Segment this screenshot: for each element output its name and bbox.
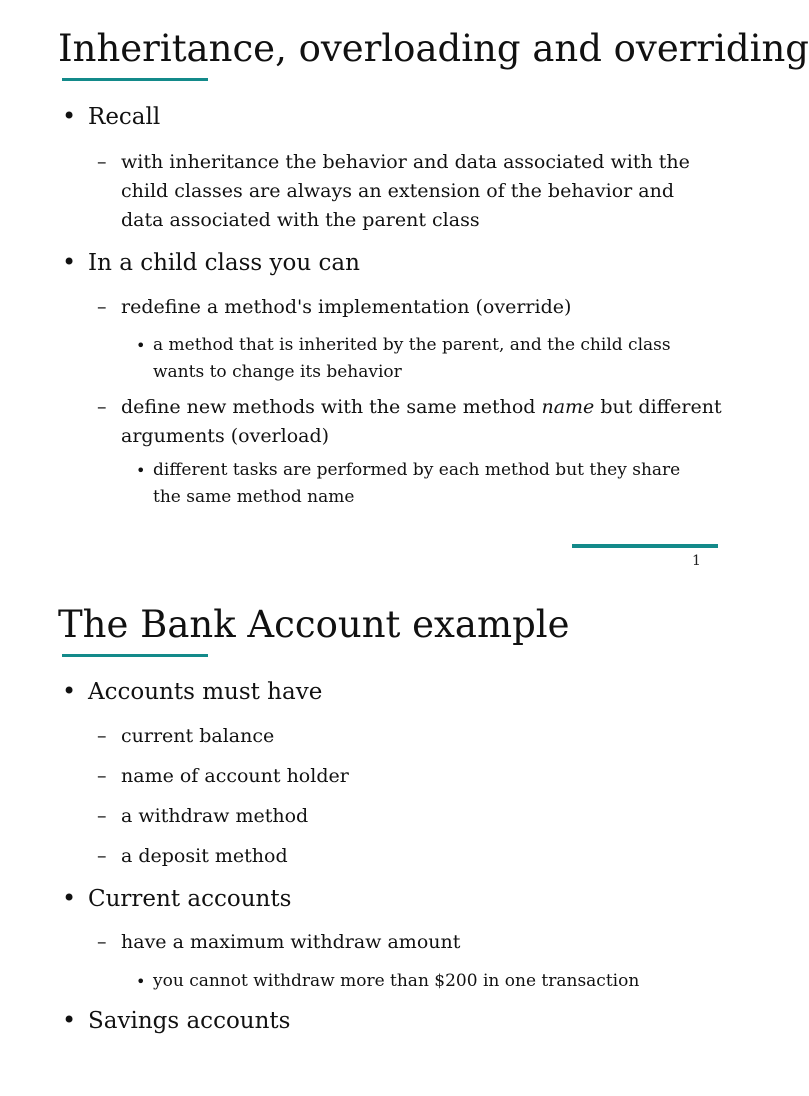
sub-bullet-deposit-method	[97, 842, 288, 871]
bullet-icon: •	[62, 677, 77, 705]
bullet-text: Recall	[88, 104, 161, 130]
sub-bullet-text: have a maximum withdraw amount	[121, 931, 461, 953]
sub-bullet-withdraw-method	[97, 802, 309, 831]
sub-bullet-text: name of account holder	[121, 765, 349, 787]
footer-underline	[572, 544, 718, 548]
bullet-icon: •	[136, 461, 146, 480]
sub-bullet-inheritance	[97, 148, 711, 235]
bullet-text: Accounts must have	[88, 679, 323, 705]
emphasis-name: name	[541, 396, 595, 418]
sub-sub-bullet-text: a method that is inherited by the parent, and the child class wants to change its behavior	[153, 335, 671, 382]
dash-icon: –	[97, 151, 107, 173]
sub-bullet-text: current balance	[121, 725, 275, 747]
slide-title: The Bank Account example	[58, 603, 570, 646]
sub-bullet-text-after: but different arguments (overload)	[121, 396, 722, 447]
dash-icon: –	[97, 725, 107, 747]
bullet-icon: •	[136, 972, 146, 991]
sub-sub-bullet-inherited	[136, 332, 693, 386]
sub-sub-bullet-withdraw-limit	[136, 968, 753, 995]
sub-sub-bullet-text: different tasks are performed by each method but they share the same method name	[153, 460, 681, 507]
dash-icon: –	[97, 931, 107, 953]
dash-icon: –	[97, 396, 107, 418]
sub-bullet-current-balance	[97, 722, 275, 751]
bullet-child-class	[62, 248, 360, 278]
bullet-text: Current accounts	[88, 886, 292, 912]
bullet-icon: •	[62, 102, 77, 130]
bullet-current-accounts	[62, 884, 292, 914]
sub-bullet-maximum-withdraw	[97, 928, 461, 957]
sub-bullet-overload	[97, 393, 731, 451]
sub-bullet-text: a deposit method	[121, 845, 288, 867]
dash-icon: –	[97, 805, 107, 827]
sub-sub-bullet-different-tasks	[136, 457, 693, 511]
bullet-recall	[62, 102, 161, 132]
dash-icon: –	[97, 845, 107, 867]
sub-bullet-text: redefine a method's implementation (override)	[121, 296, 572, 318]
bullet-icon: •	[62, 248, 77, 276]
sub-bullet-account-holder	[97, 762, 349, 791]
bullet-text: In a child class you can	[88, 250, 360, 276]
bullet-icon: •	[136, 336, 146, 355]
bullet-icon: •	[62, 1006, 77, 1034]
title-underline	[62, 78, 208, 81]
bullet-accounts-must-have	[62, 677, 323, 707]
bullet-icon: •	[62, 884, 77, 912]
slide-2	[0, 584, 768, 1096]
sub-bullet-override	[97, 293, 721, 322]
bullet-savings-accounts	[62, 1006, 291, 1036]
dash-icon: –	[97, 765, 107, 787]
slide-title: Inheritance, overloading and overriding	[58, 27, 809, 70]
sub-bullet-text: with inheritance the behavior and data associated with the child classes are always an extension of the behavior and data associated with the parent class	[121, 151, 690, 231]
sub-bullet-text-before: define new methods with the same method	[121, 396, 542, 418]
title-underline	[62, 654, 208, 657]
bullet-text: Savings accounts	[88, 1008, 291, 1034]
dash-icon: –	[97, 296, 107, 318]
sub-sub-bullet-text: you cannot withdraw more than $200 in one transaction	[153, 971, 640, 991]
page-number: 1	[692, 553, 701, 569]
sub-bullet-text: a withdraw method	[121, 805, 309, 827]
